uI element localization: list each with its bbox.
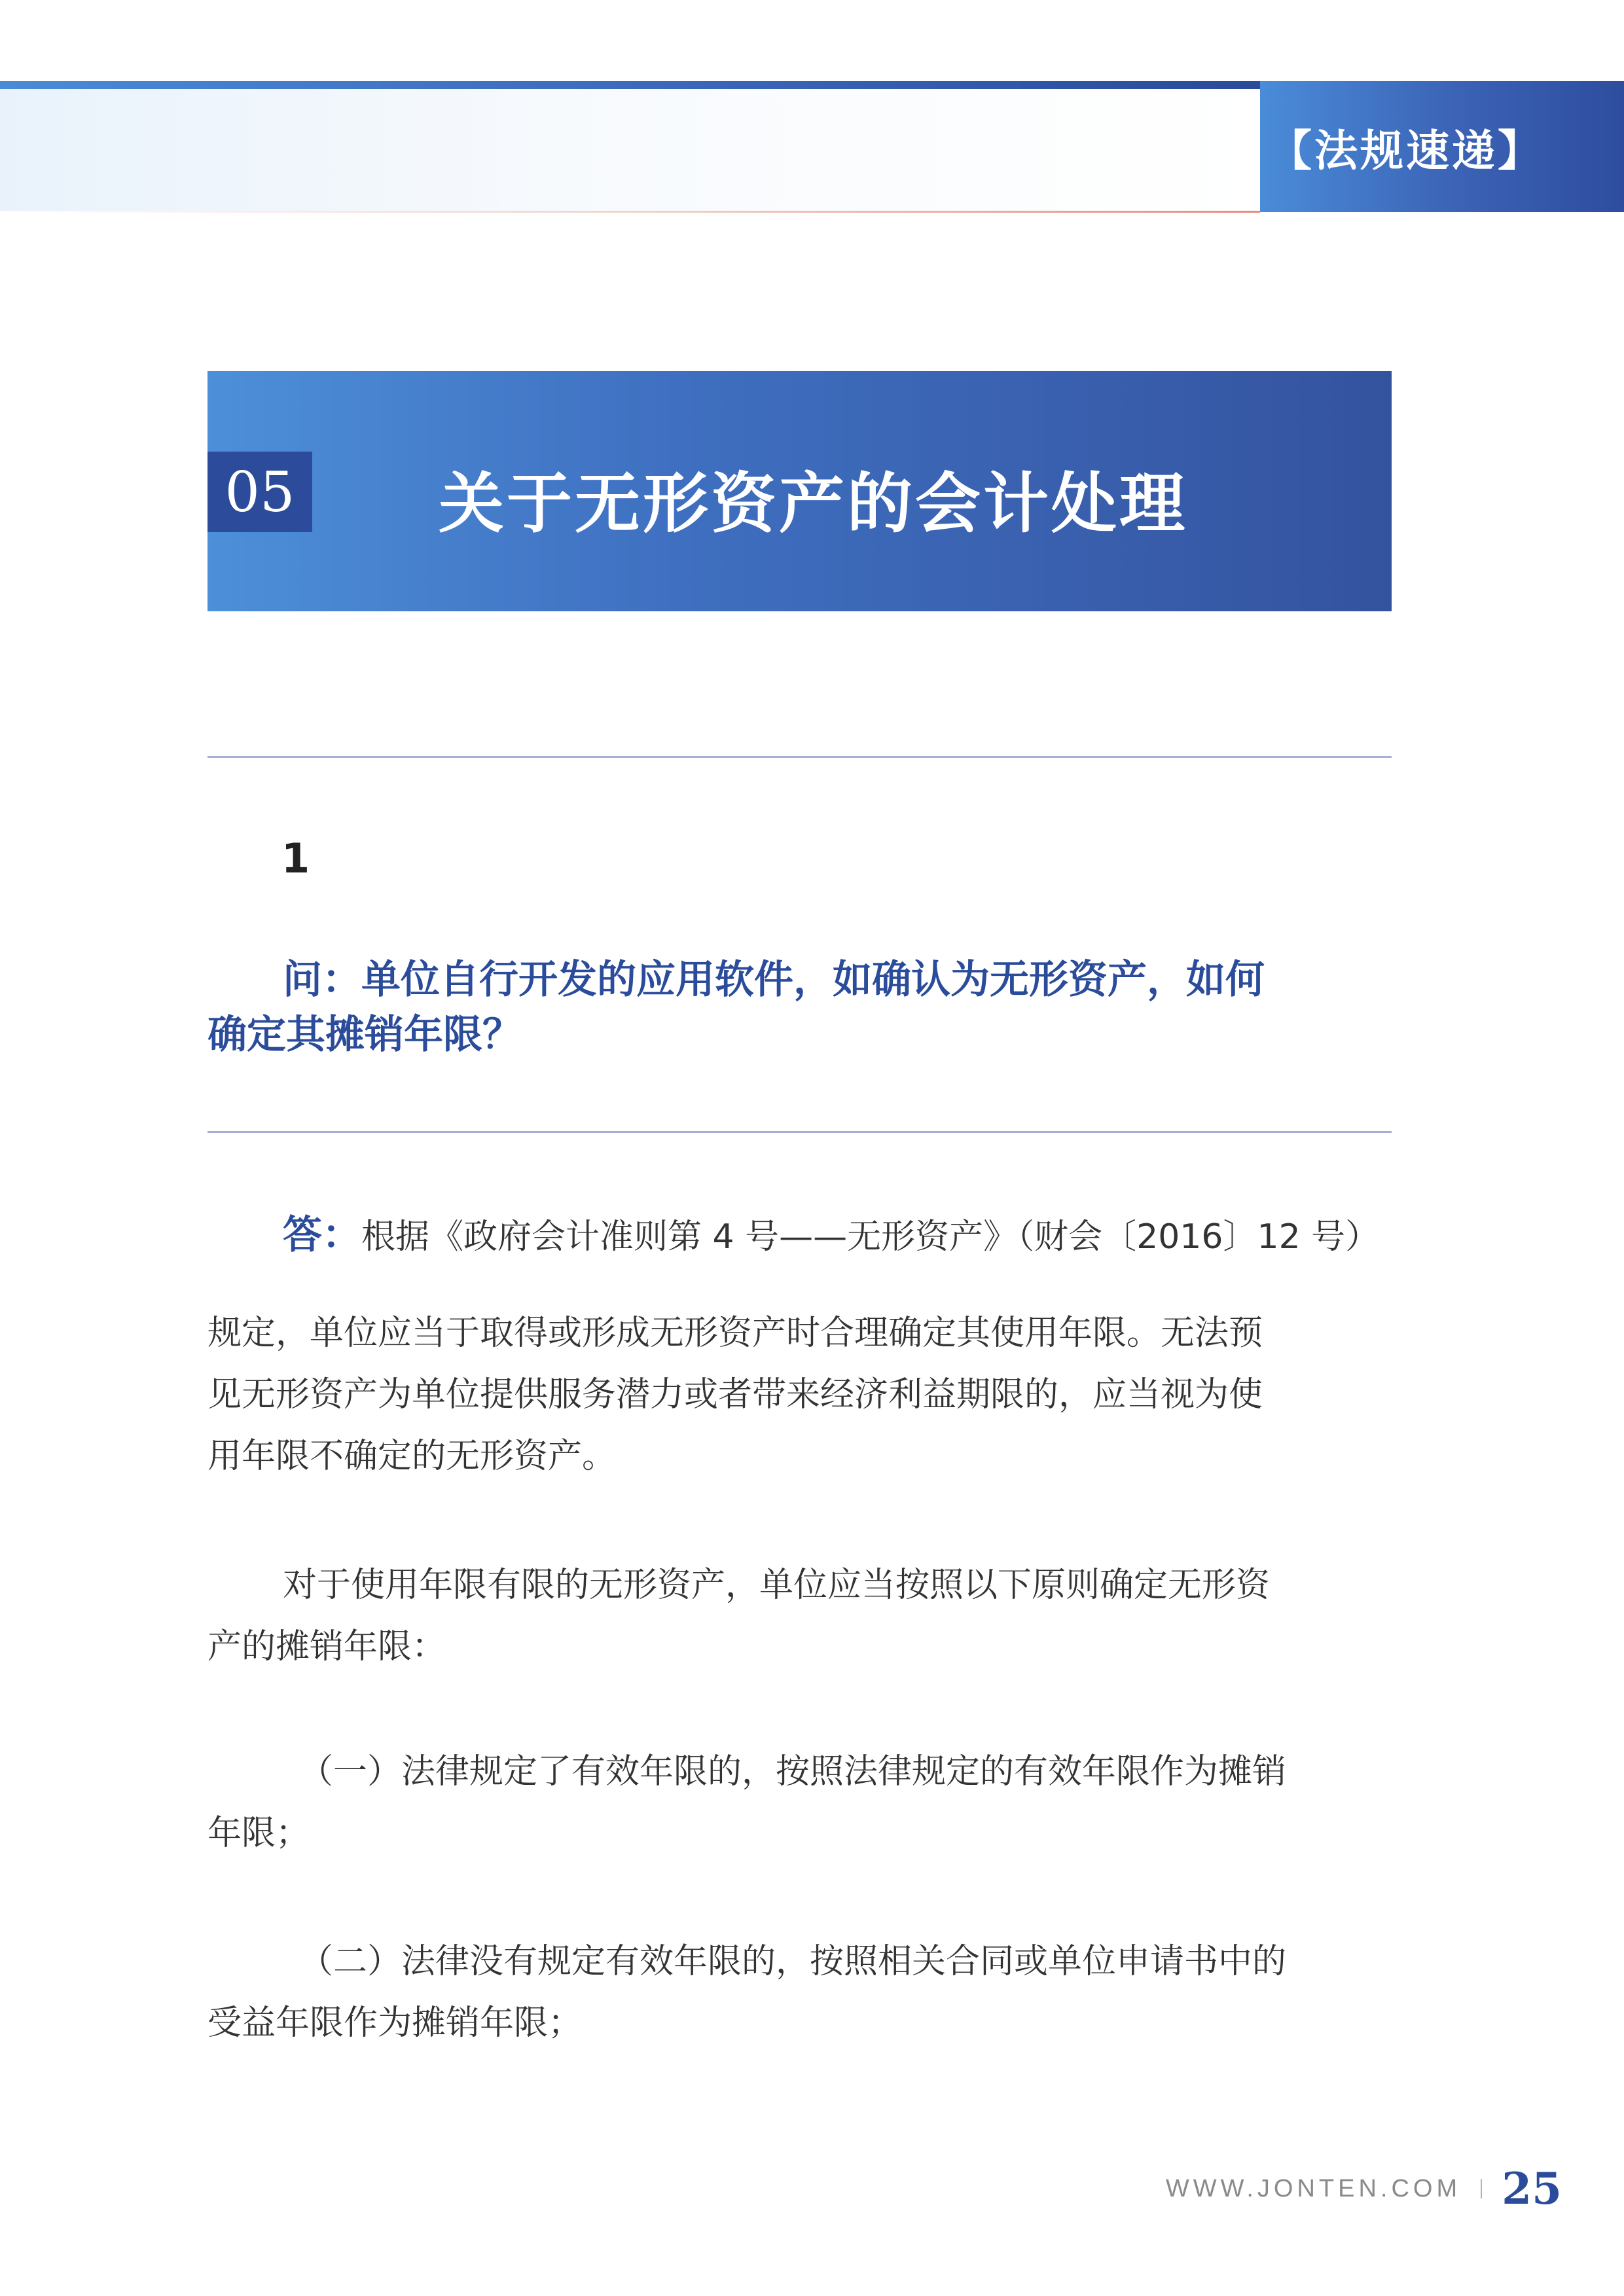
section-tag-label: 【法规速递】: [1269, 124, 1543, 176]
answer-paragraph-1: [208, 1204, 1392, 1268]
question-bottom-rule: [208, 1131, 1392, 1133]
question-text: [208, 952, 1392, 1062]
chapter-number-box: [208, 452, 312, 532]
question-line: 确定其摊销年限？: [208, 1012, 522, 1058]
question-line: 问：单位自行开发的应用软件，如确认为无形资产，如何: [283, 957, 1265, 1003]
paragraph-line: 受益年限作为摊销年限；: [208, 2003, 583, 2043]
paragraph-line: 用年限不确定的无形资产。: [208, 1437, 617, 1476]
paragraph-line: 对于使用年限有限的无形资产，单位应当按照以下原则确定无形资: [283, 1566, 1271, 1605]
answer-paragraph-4: [208, 1931, 1392, 2054]
footer-website: WWW.JONTEN.COM: [1165, 2174, 1462, 2202]
question-top-rule: [208, 756, 1392, 758]
section-tag: [1260, 81, 1624, 212]
answer-first-line-text: 根据《政府会计准则第 4 号——无形资产》（财会〔2016〕12 号）: [361, 1217, 1380, 1257]
chapter-number: 05: [225, 459, 295, 524]
page-footer: [1166, 2163, 1562, 2214]
paragraph-line: 产的摊销年限：: [208, 1627, 446, 1666]
answer-paragraph-2: [208, 1554, 1392, 1677]
page-title: 关于无形资产的会计处理: [439, 465, 1187, 542]
header-top-line: [0, 81, 1260, 89]
answer-label: 答：: [283, 1212, 361, 1258]
answer-first-line: [208, 1204, 1392, 1268]
paragraph-line: 规定，单位应当于取得或形成无形资产时合理确定其使用年限。无法预: [208, 1314, 1263, 1353]
footer-divider: [1481, 2179, 1482, 2198]
question-number: 1: [281, 834, 310, 882]
paragraph-line: （一）法律规定了有效年限的，按照法律规定的有效年限作为摊销: [299, 1752, 1287, 1791]
header-band: [0, 89, 1260, 212]
paragraph-line: （二）法律没有规定有效年限的，按照相关合同或单位申请书中的: [299, 1942, 1287, 1981]
answer-paragraph-3: [208, 1741, 1392, 1864]
header-underline: [0, 211, 1260, 213]
page-number: 25: [1502, 2163, 1562, 2214]
paragraph-line: 年限；: [208, 1814, 310, 1853]
paragraph-line: 见无形资产为单位提供服务潜力或者带来经济利益期限的，应当视为使: [208, 1375, 1263, 1414]
answer-paragraph-1-cont: [208, 1302, 1392, 1487]
